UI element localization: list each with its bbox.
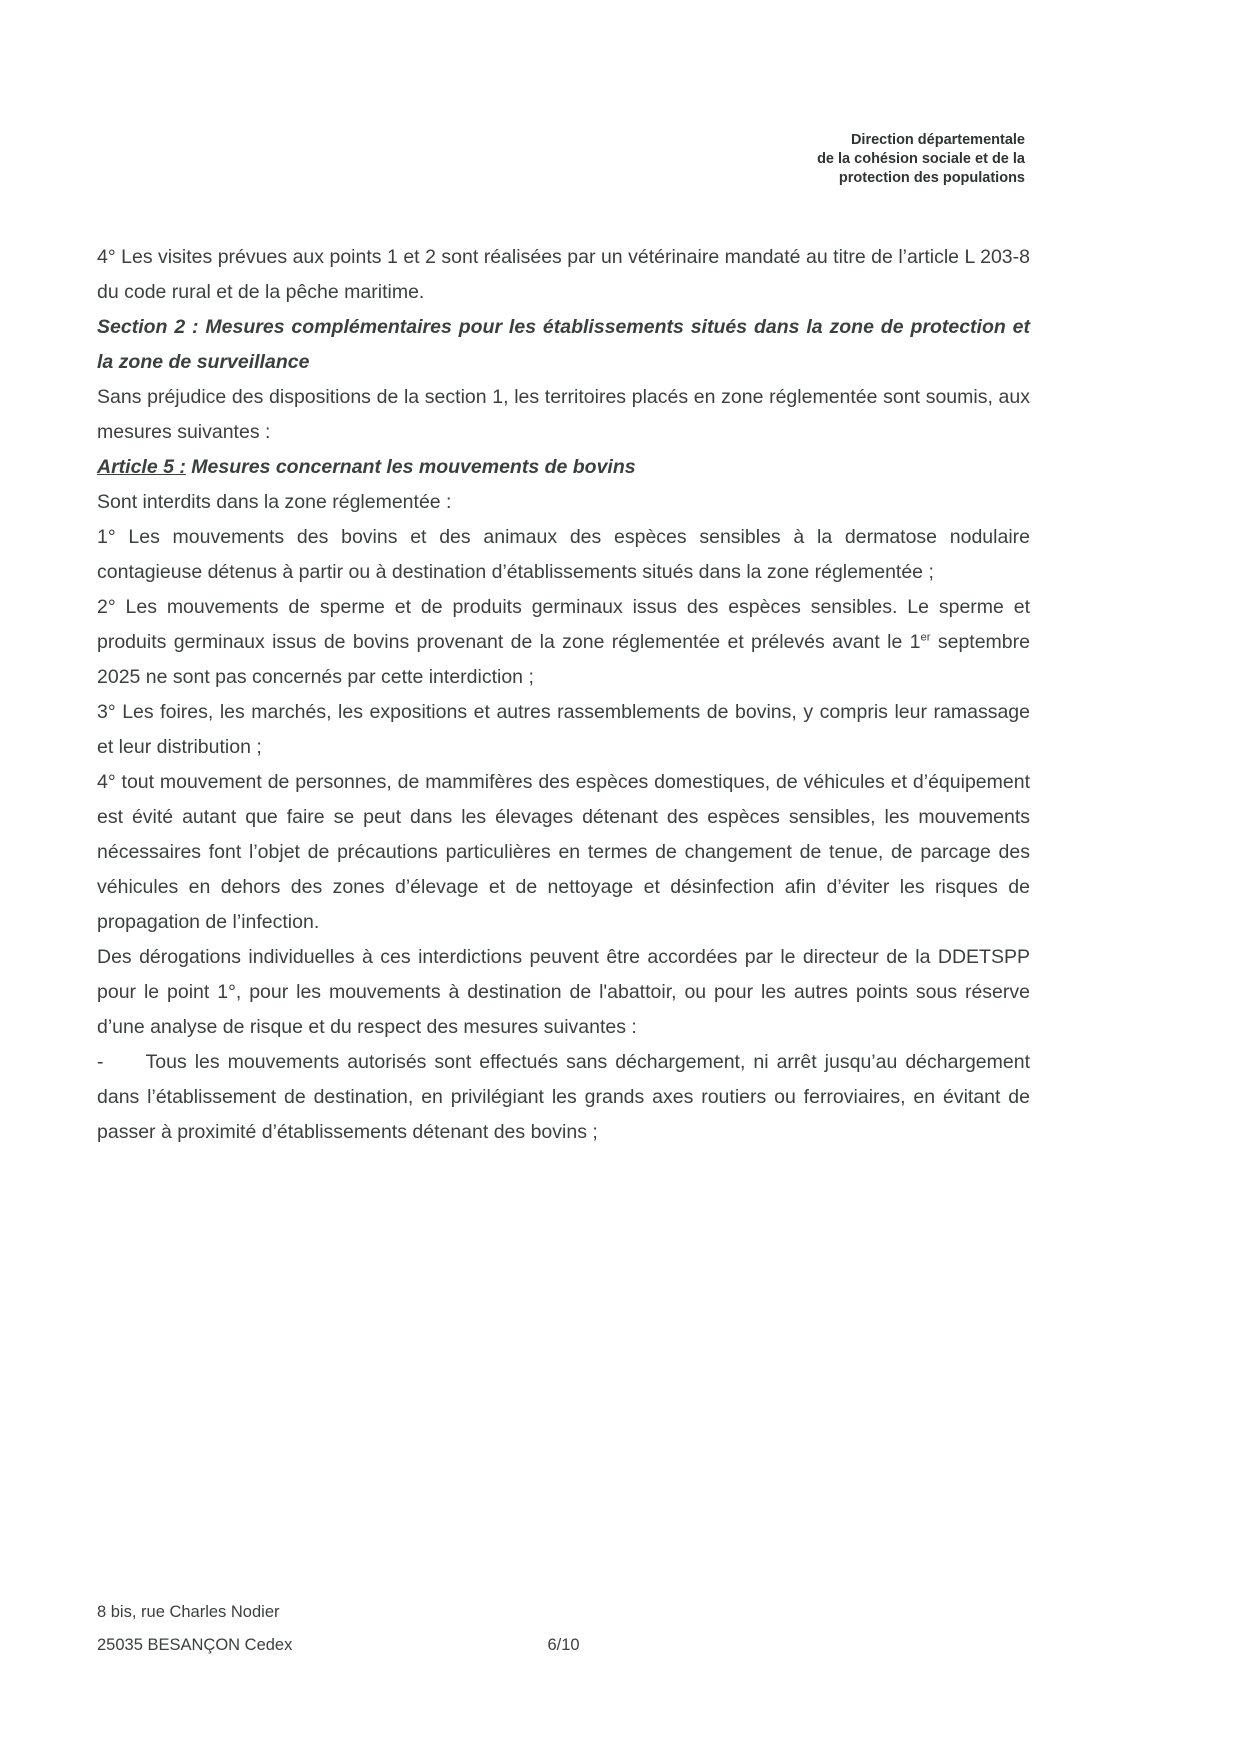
para-interdictions-intro: Sont interdits dans la zone réglementée :	[97, 491, 452, 513]
para-point-1: 1° Les mouvements des bovins et des animaux des espèces sensibles à la dermatose nodulaire contagieuse détenus à partir ou à destination d’établissements situés dans la zone réglementée ;	[97, 526, 1030, 583]
footer-address-line-1: 8 bis, rue Charles Nodier	[97, 1603, 280, 1621]
letterhead	[97, 131, 1025, 188]
ordinal-superscript: er	[920, 631, 931, 644]
bullet-dash: -	[97, 1051, 104, 1073]
letterhead-line-1: Direction départementale	[850, 132, 1025, 148]
footer-address-line-2: 25035 BESANÇON Cedex	[97, 1636, 293, 1654]
document-footer	[97, 1596, 1030, 1662]
para-point-4: 4° tout mouvement de personnes, de mammifères des espèces domestiques, de véhicules et d’équipement est évité autant que faire se peut dans les élevages détenant des espèces sensibles, les mouvements nécessaires font l’objet de précautions particulières en termes de changement de tenue, de parcage des véhicules en dehors des zones d’élevage et de nettoyage et désinfection afin d’éviter les risques de propagation de l’infection.	[97, 771, 1030, 933]
para-point-3: 3° Les foires, les marchés, les expositions et autres rassemblements de bovins, y compris leur ramassage et leur distribution ;	[97, 701, 1030, 758]
article-5-title: Mesures concernant les mouvements de bovins	[185, 456, 636, 478]
para-sans-prejudice: Sans préjudice des dispositions de la section 1, les territoires placés en zone réglementée sont soumis, aux mesures suivantes :	[97, 386, 1030, 443]
para-point-2-text-start: 2° Les mouvements de sperme et de produits germinaux issus des espèces sensibles. Le sperme et produits germinaux issus de bovins provenant de la zone réglementée et prélevés avant le 1	[97, 596, 1030, 653]
article-5-label: Article 5 :	[97, 456, 186, 478]
article-5-heading	[97, 450, 1030, 485]
document-body	[97, 240, 1030, 1150]
para-bullet-movements	[97, 1045, 1030, 1150]
letterhead-line-2: de la cohésion sociale et de la	[817, 151, 1025, 167]
para-point-2-text-end: septembre 2025 ne sont pas concernés par cette interdiction ;	[97, 631, 1030, 688]
section-2-heading: Section 2 : Mesures complémentaires pour les établissements situés dans la zone de protection et la zone de surveillance	[97, 316, 1030, 373]
para-point-2	[97, 590, 1030, 695]
para-bullet-text: Tous les mouvements autorisés sont effectués sans déchargement, ni arrêt jusqu’au déchargement dans l’établissement de destination, en privilégiant les grands axes routiers ou ferroviaires, en évitant de passer à proximité d’établissements détenant des bovins ;	[97, 1051, 1030, 1143]
para-veterinary-visits: 4° Les visites prévues aux points 1 et 2 sont réalisées par un vétérinaire mandaté au titre de l’article L 203-8 du code rural et de la pêche maritime.	[97, 246, 1030, 303]
para-derogations: Des dérogations individuelles à ces interdictions peuvent être accordées par le directeur de la DDETSPP pour le point 1°, pour les mouvements à destination de l'abattoir, ou pour les autres points sous réserve d’une analyse de risque et du respect des mesures suivantes :	[97, 946, 1030, 1038]
page-number: 6/10	[547, 1636, 580, 1654]
letterhead-line-3: protection des populations	[838, 170, 1025, 186]
